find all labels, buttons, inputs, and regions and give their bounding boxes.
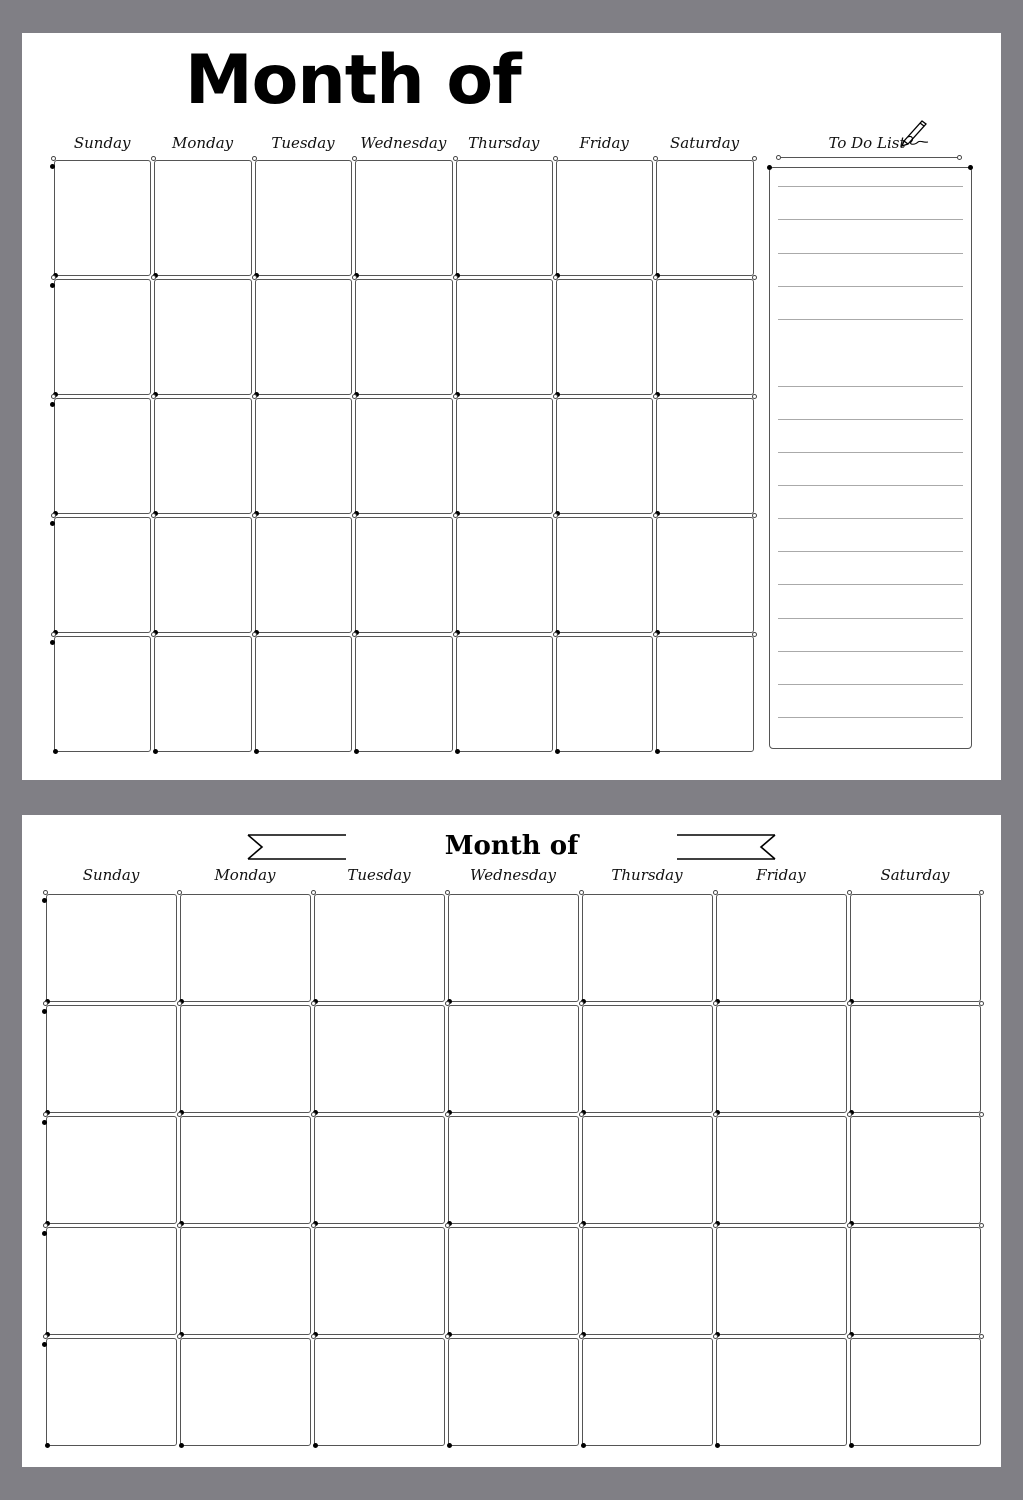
day-cell[interactable]	[255, 398, 352, 514]
corner-ring	[43, 1223, 48, 1228]
corner-ring	[252, 275, 257, 280]
day-cell[interactable]	[850, 894, 981, 1002]
corner-ring	[579, 1334, 584, 1339]
todo-line[interactable]	[778, 551, 963, 552]
day-cell[interactable]	[716, 1338, 847, 1446]
corner-dot	[153, 749, 158, 754]
todo-line[interactable]	[778, 386, 963, 387]
day-cell[interactable]	[46, 1227, 177, 1335]
corner-ring	[752, 632, 757, 637]
pen-writing-icon	[898, 115, 934, 149]
day-cell[interactable]	[716, 1005, 847, 1113]
corner-ring	[51, 394, 56, 399]
corner-dot	[655, 749, 660, 754]
weekday-label-monday: Monday	[214, 866, 276, 884]
corner-ring	[847, 1334, 852, 1339]
day-cell[interactable]	[850, 1005, 981, 1113]
corner-ring	[43, 890, 48, 895]
day-cell[interactable]	[448, 1116, 579, 1224]
day-cell[interactable]	[656, 517, 753, 633]
day-cell[interactable]	[355, 160, 452, 276]
day-cell[interactable]	[355, 398, 452, 514]
todo-line[interactable]	[778, 253, 963, 254]
corner-dot	[447, 1443, 452, 1448]
corner-ring	[752, 513, 757, 518]
corner-ring	[311, 1223, 316, 1228]
corner-ring	[553, 513, 558, 518]
day-cell[interactable]	[154, 279, 251, 395]
todo-line[interactable]	[778, 518, 963, 519]
corner-ring	[713, 1334, 718, 1339]
corner-dot	[555, 749, 560, 754]
weekday-label-saturday: Saturday	[880, 866, 950, 884]
day-cell[interactable]	[456, 398, 553, 514]
weekday-label-thursday: Thursday	[611, 866, 683, 884]
calendar-sheet-plain	[22, 815, 1001, 1467]
todo-dot-right	[968, 165, 973, 170]
corner-ring	[445, 1001, 450, 1006]
corner-ring	[979, 1223, 984, 1228]
corner-dot	[581, 1443, 586, 1448]
day-cell[interactable]	[180, 1005, 311, 1113]
corner-dot	[50, 283, 55, 288]
weekday-label-sunday: Sunday	[82, 866, 140, 884]
corner-ring	[713, 1223, 718, 1228]
corner-ring	[713, 1001, 718, 1006]
corner-ring	[252, 513, 257, 518]
corner-ring	[445, 890, 450, 895]
corner-ring	[445, 1223, 450, 1228]
corner-ring	[177, 1112, 182, 1117]
day-cell[interactable]	[582, 1227, 713, 1335]
day-cell[interactable]	[850, 1227, 981, 1335]
day-cell[interactable]	[154, 636, 251, 752]
corner-ring	[847, 1112, 852, 1117]
day-cell[interactable]	[448, 894, 579, 1002]
corner-ring	[252, 632, 257, 637]
page-title: Month of	[185, 41, 521, 120]
todo-line[interactable]	[778, 319, 963, 320]
day-cell[interactable]	[46, 894, 177, 1002]
day-cell[interactable]	[255, 517, 352, 633]
weekday-label-wednesday: Wednesday	[470, 866, 556, 884]
day-cell[interactable]	[255, 160, 352, 276]
corner-ring	[51, 275, 56, 280]
corner-dot	[45, 1443, 50, 1448]
weekday-label-tuesday: Tuesday	[347, 866, 411, 884]
day-cell[interactable]	[314, 1338, 445, 1446]
calendar-sheet-with-todo	[22, 33, 1001, 780]
day-cell[interactable]	[46, 1116, 177, 1224]
day-cell[interactable]	[180, 1227, 311, 1335]
corner-ring	[579, 1112, 584, 1117]
corner-dot	[53, 749, 58, 754]
weekday-label-saturday: Saturday	[670, 134, 740, 152]
todo-line[interactable]	[778, 618, 963, 619]
corner-ring	[311, 890, 316, 895]
corner-dot	[354, 749, 359, 754]
corner-ring	[311, 1334, 316, 1339]
corner-ring	[177, 1223, 182, 1228]
day-cell[interactable]	[656, 160, 753, 276]
corner-ring	[847, 1223, 852, 1228]
day-cell[interactable]	[456, 279, 553, 395]
day-cell[interactable]	[54, 517, 151, 633]
corner-ring	[713, 890, 718, 895]
day-cell[interactable]	[180, 1116, 311, 1224]
corner-ring	[979, 1112, 984, 1117]
corner-dot	[179, 1443, 184, 1448]
corner-ring	[177, 1334, 182, 1339]
day-cell[interactable]	[54, 636, 151, 752]
todo-line[interactable]	[778, 219, 963, 220]
todo-line[interactable]	[778, 684, 963, 685]
day-cell[interactable]	[314, 1116, 445, 1224]
day-cell[interactable]	[456, 636, 553, 752]
day-cell[interactable]	[716, 1116, 847, 1224]
corner-ring	[311, 1001, 316, 1006]
weekday-label-monday: Monday	[172, 134, 234, 152]
weekday-label-sunday: Sunday	[73, 134, 131, 152]
day-cell[interactable]	[582, 894, 713, 1002]
corner-dot	[42, 898, 47, 903]
weekday-label-tuesday: Tuesday	[271, 134, 335, 152]
corner-ring	[553, 275, 558, 280]
todo-title-label: To Do List	[828, 134, 906, 152]
todo-line[interactable]	[778, 651, 963, 652]
corner-ring	[553, 394, 558, 399]
corner-dot	[50, 640, 55, 645]
day-cell[interactable]	[556, 398, 653, 514]
corner-ring	[453, 394, 458, 399]
corner-ring	[979, 890, 984, 895]
day-cell[interactable]	[54, 279, 151, 395]
day-cell[interactable]	[314, 1005, 445, 1113]
corner-ring	[43, 1112, 48, 1117]
day-cell[interactable]	[54, 160, 151, 276]
day-cell[interactable]	[556, 160, 653, 276]
todo-dot-left	[767, 165, 772, 170]
day-cell[interactable]	[54, 398, 151, 514]
corner-dot	[455, 749, 460, 754]
corner-ring	[752, 394, 757, 399]
day-cell[interactable]	[656, 398, 753, 514]
corner-dot	[50, 402, 55, 407]
weekday-label-friday: Friday	[579, 134, 629, 152]
corner-ring	[51, 156, 56, 161]
corner-ring	[713, 1112, 718, 1117]
day-cell[interactable]	[716, 894, 847, 1002]
day-cell[interactable]	[355, 517, 452, 633]
corner-ring	[553, 156, 558, 161]
corner-ring	[453, 275, 458, 280]
day-cell[interactable]	[582, 1005, 713, 1113]
corner-ring	[752, 156, 757, 161]
corner-dot	[715, 1443, 720, 1448]
day-cell[interactable]	[556, 279, 653, 395]
corner-ring	[453, 156, 458, 161]
corner-dot	[50, 521, 55, 526]
corner-dot	[42, 1120, 47, 1125]
day-cell[interactable]	[355, 279, 452, 395]
day-cell[interactable]	[154, 398, 251, 514]
day-cell[interactable]	[582, 1116, 713, 1224]
corner-ring	[252, 394, 257, 399]
corner-dot	[42, 1342, 47, 1347]
corner-ring	[311, 1112, 316, 1117]
day-cell[interactable]	[850, 1338, 981, 1446]
corner-dot	[50, 164, 55, 169]
corner-ring	[553, 632, 558, 637]
day-cell[interactable]	[314, 1227, 445, 1335]
weekday-label-friday: Friday	[756, 866, 806, 884]
page-title: Month of	[444, 831, 579, 861]
day-cell[interactable]	[456, 517, 553, 633]
weekday-label-wednesday: Wednesday	[360, 134, 447, 152]
todo-line[interactable]	[778, 485, 963, 486]
day-cell[interactable]	[448, 1338, 579, 1446]
corner-dot	[42, 1231, 47, 1236]
day-cell[interactable]	[556, 636, 653, 752]
day-cell[interactable]	[154, 160, 251, 276]
day-cell[interactable]	[180, 894, 311, 1002]
corner-ring	[579, 890, 584, 895]
corner-ring	[579, 1223, 584, 1228]
todo-top-rule	[781, 157, 957, 158]
corner-ring	[51, 632, 56, 637]
day-cell[interactable]	[46, 1338, 177, 1446]
corner-dot	[254, 749, 259, 754]
corner-ring	[979, 1001, 984, 1006]
corner-ring	[847, 890, 852, 895]
todo-line[interactable]	[778, 286, 963, 287]
todo-line[interactable]	[778, 452, 963, 453]
day-cell[interactable]	[46, 1005, 177, 1113]
corner-ring	[752, 275, 757, 280]
day-cell[interactable]	[355, 636, 452, 752]
day-cell[interactable]	[456, 160, 553, 276]
corner-dot	[42, 1009, 47, 1014]
corner-ring	[445, 1112, 450, 1117]
todo-line[interactable]	[778, 717, 963, 718]
day-cell[interactable]	[448, 1227, 579, 1335]
corner-ring	[445, 1334, 450, 1339]
day-cell[interactable]	[850, 1116, 981, 1224]
day-cell[interactable]	[448, 1005, 579, 1113]
day-cell[interactable]	[656, 279, 753, 395]
todo-line[interactable]	[778, 186, 963, 187]
corner-ring	[252, 156, 257, 161]
corner-dot	[313, 1443, 318, 1448]
day-cell[interactable]	[255, 636, 352, 752]
ribbon-banner-icon	[675, 833, 777, 861]
corner-ring	[453, 513, 458, 518]
corner-ring	[43, 1001, 48, 1006]
corner-ring	[979, 1334, 984, 1339]
day-cell[interactable]	[180, 1338, 311, 1446]
todo-ring-right	[957, 155, 962, 160]
corner-ring	[43, 1334, 48, 1339]
day-cell[interactable]	[716, 1227, 847, 1335]
day-cell[interactable]	[582, 1338, 713, 1446]
corner-ring	[177, 890, 182, 895]
todo-line[interactable]	[778, 419, 963, 420]
corner-dot	[849, 1443, 854, 1448]
weekday-label-thursday: Thursday	[468, 134, 540, 152]
corner-ring	[177, 1001, 182, 1006]
day-cell[interactable]	[656, 636, 753, 752]
day-cell[interactable]	[255, 279, 352, 395]
corner-ring	[51, 513, 56, 518]
corner-ring	[453, 632, 458, 637]
corner-ring	[847, 1001, 852, 1006]
todo-list-box	[769, 167, 972, 749]
day-cell[interactable]	[154, 517, 251, 633]
day-cell[interactable]	[314, 894, 445, 1002]
day-cell[interactable]	[556, 517, 653, 633]
corner-ring	[579, 1001, 584, 1006]
todo-line[interactable]	[778, 584, 963, 585]
